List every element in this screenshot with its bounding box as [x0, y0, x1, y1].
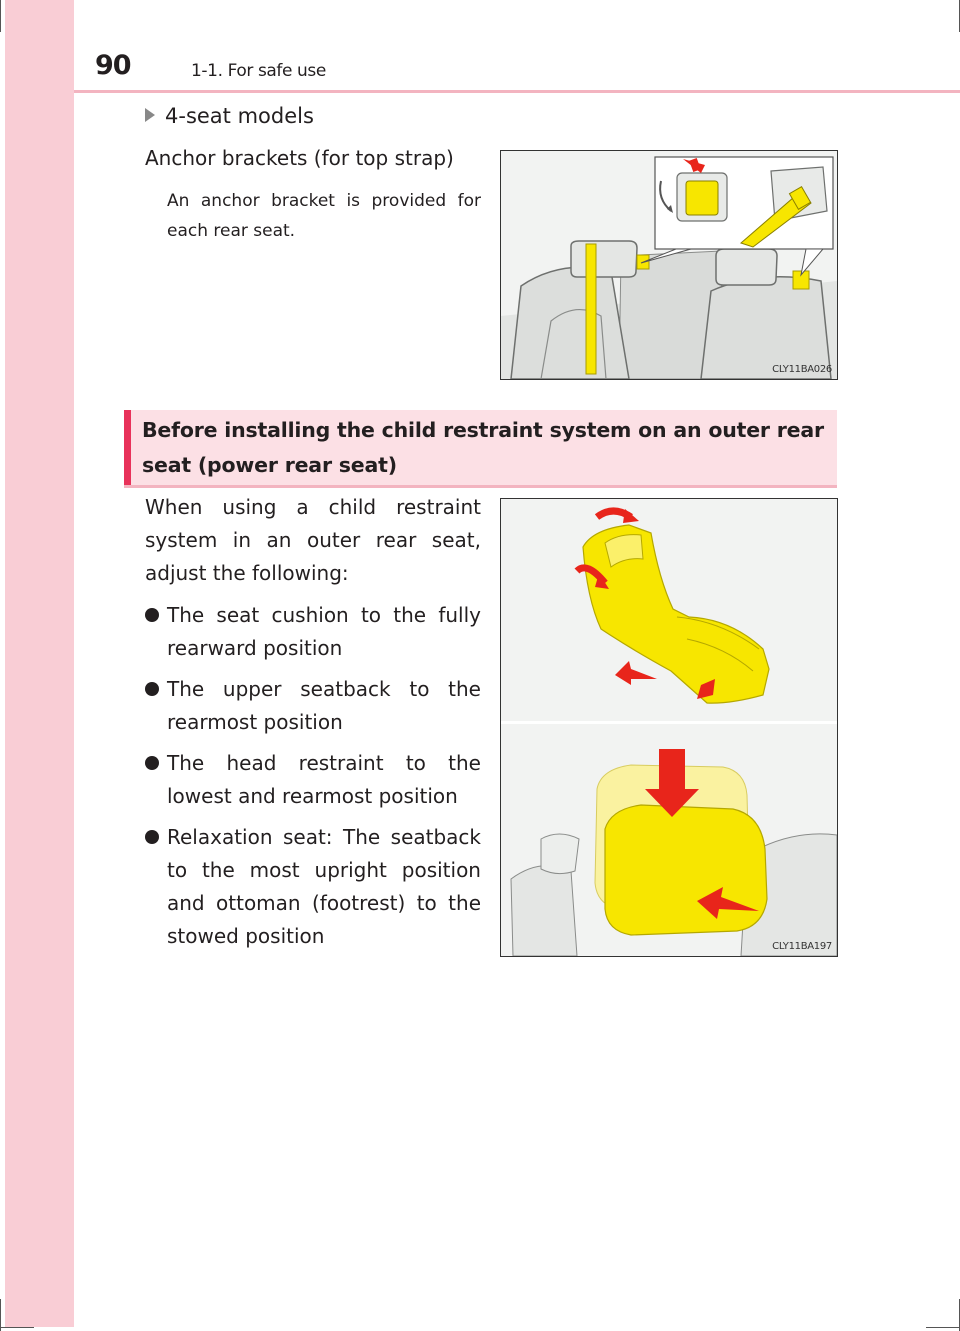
section-accent-bar	[124, 410, 131, 485]
section-reference: 1-1. For safe use	[191, 61, 326, 81]
figure-code: CLY11BA197	[772, 941, 832, 952]
figure-code: CLY11BA026	[772, 364, 832, 375]
model-subheading-text: 4-seat models	[165, 104, 314, 128]
side-margin-band	[5, 0, 74, 1327]
anchor-bracket-title: Anchor brackets (for top strap)	[145, 146, 454, 170]
anchor-bracket-figure	[500, 150, 838, 380]
list-item: The upper seatback to the rearmost position	[145, 673, 481, 739]
list-item: Relaxation seat: The seatback to the most upright position and ottoman (footrest) to the stowed position	[145, 821, 481, 953]
list-item: The head restraint to the lowest and rearmost position	[145, 747, 481, 813]
bullet-icon	[145, 830, 159, 844]
list-item: The seat cushion to the fully rearward position	[145, 599, 481, 665]
model-subheading	[145, 104, 314, 128]
triangle-marker-icon	[145, 108, 155, 122]
page-number: 90	[95, 50, 131, 81]
anchor-bracket-description: An anchor bracket is provided for each rear seat.	[167, 191, 481, 241]
section-intro: When using a child restraint system in an outer rear seat, adjust the following:	[145, 495, 481, 585]
bullet-icon	[145, 682, 159, 696]
adjustment-list	[145, 599, 481, 961]
section-title: Before installing the child restraint system on an outer rear seat (power rear seat)	[142, 418, 824, 477]
seat-adjustment-figure	[500, 498, 838, 957]
crop-mark	[926, 1327, 960, 1328]
crop-mark	[0, 1327, 34, 1328]
bullet-icon	[145, 608, 159, 622]
crop-mark	[0, 0, 1, 32]
bullet-icon	[145, 756, 159, 770]
header-rule	[74, 90, 960, 93]
section-heading-box	[124, 410, 837, 488]
